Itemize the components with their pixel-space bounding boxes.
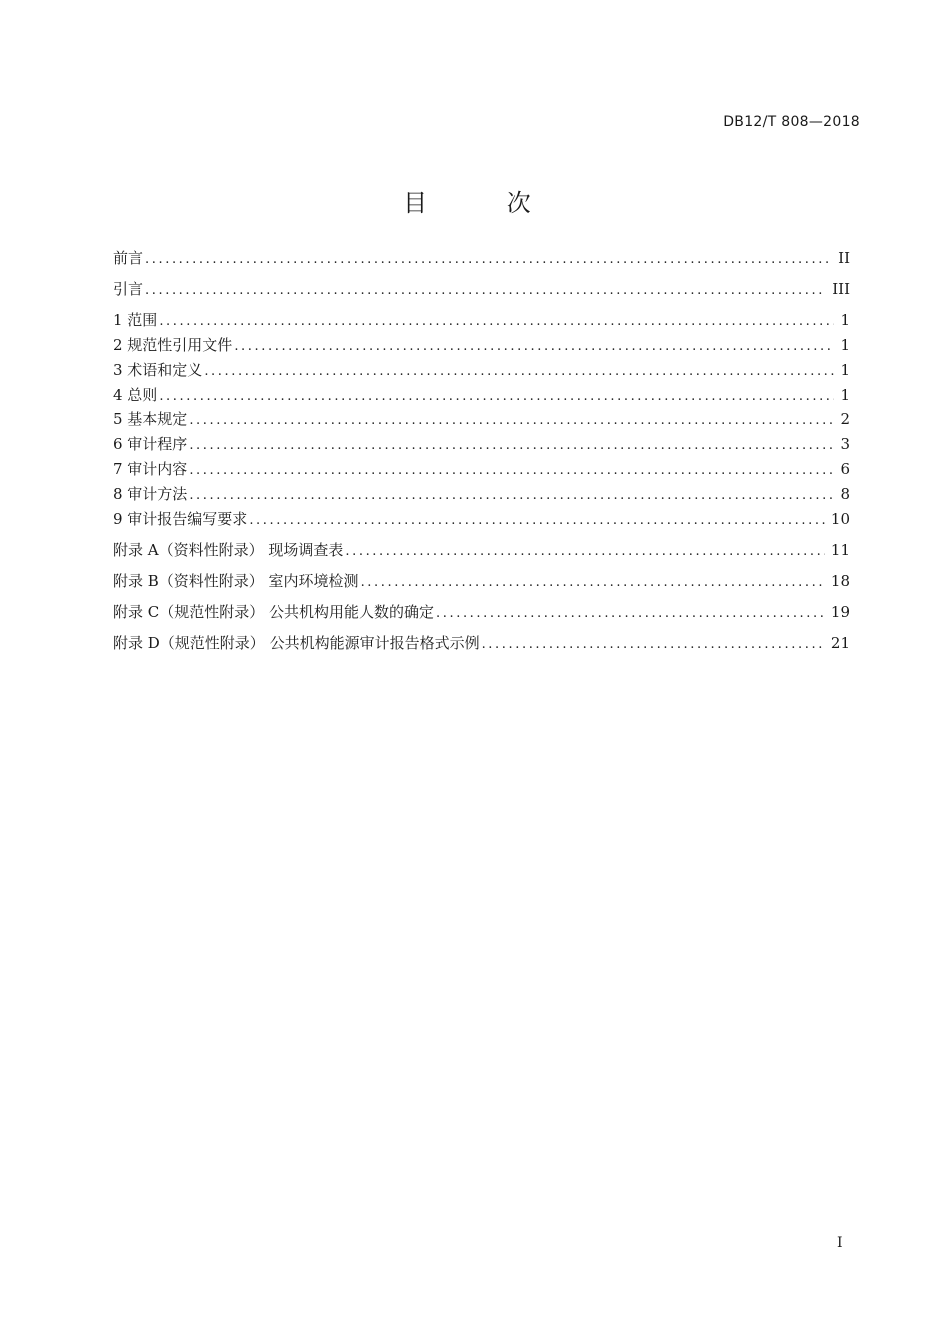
- toc-entry-label: 附录 A（资料性附录） 现场调查表: [113, 541, 344, 559]
- toc-entry-label: 6 审计程序: [113, 435, 188, 453]
- toc-entry-label: 附录 D（规范性附录） 公共机构能源审计报告格式示例: [113, 634, 480, 652]
- toc-entry[interactable]: [113, 384, 850, 406]
- toc-entry-label: 5 基本规定: [113, 410, 188, 428]
- toc-entry-label: 附录 C（规范性附录） 公共机构用能人数的确定: [113, 603, 435, 621]
- dot-leader: [436, 606, 825, 621]
- toc-entry[interactable]: [113, 247, 850, 269]
- toc-entry[interactable]: [113, 601, 850, 623]
- toc-entry[interactable]: [113, 408, 850, 430]
- toc-entry-page: 10: [830, 510, 850, 528]
- dot-leader: [159, 314, 834, 329]
- toc-entry-page: 18: [830, 572, 850, 590]
- toc-entry-page: 2: [840, 410, 850, 428]
- page-title: 目 次: [403, 189, 567, 217]
- toc-entry-page: 1: [840, 311, 850, 329]
- toc-entry-page: 1: [840, 361, 850, 379]
- toc-entry-label: 4 总则: [113, 386, 158, 404]
- dot-leader: [159, 389, 834, 404]
- dot-leader: [361, 575, 825, 590]
- dot-leader: [145, 252, 832, 267]
- toc-entry[interactable]: [113, 570, 850, 592]
- toc-entry[interactable]: [113, 309, 850, 331]
- dot-leader: [234, 339, 834, 354]
- toc-entry[interactable]: [113, 278, 850, 300]
- toc-entry[interactable]: [113, 632, 850, 654]
- toc-entry-label: 8 审计方法: [113, 485, 188, 503]
- toc-entry-page: 8: [840, 485, 850, 503]
- toc-entry[interactable]: [113, 359, 850, 381]
- toc-entry-label: 3 术语和定义: [113, 361, 203, 379]
- toc-entry-page: 1: [840, 336, 850, 354]
- toc-entry-page: 11: [830, 541, 850, 559]
- toc-entry[interactable]: [113, 483, 850, 505]
- toc-entry[interactable]: [113, 539, 850, 561]
- dot-leader: [189, 438, 834, 453]
- dot-leader: [249, 513, 825, 528]
- document-code: DB12/T 808—2018: [723, 114, 860, 130]
- toc-entry[interactable]: [113, 433, 850, 455]
- dot-leader: [189, 488, 834, 503]
- toc-entry-page: II: [838, 249, 850, 267]
- toc-entry-page: 6: [840, 460, 850, 478]
- toc-entry-page: 3: [840, 435, 850, 453]
- toc-entry-label: 7 审计内容: [113, 460, 188, 478]
- toc-entry[interactable]: [113, 458, 850, 480]
- toc-entry-label: 9 审计报告编写要求: [113, 510, 248, 528]
- page-number: I: [837, 1235, 843, 1251]
- dot-leader: [145, 283, 826, 298]
- toc-entry-page: 21: [830, 634, 850, 652]
- toc-entry-page: 19: [830, 603, 850, 621]
- toc-entry[interactable]: [113, 334, 850, 356]
- toc-entry-label: 附录 B（资料性附录） 室内环境检测: [113, 572, 359, 590]
- toc-entry-label: 2 规范性引用文件: [113, 336, 233, 354]
- toc-entry[interactable]: [113, 508, 850, 530]
- toc-entry-page: III: [832, 280, 850, 298]
- toc-entry-label: 引言: [113, 280, 144, 298]
- dot-leader: [482, 637, 825, 652]
- dot-leader: [189, 463, 834, 478]
- toc-entry-page: 1: [840, 386, 850, 404]
- dot-leader: [204, 364, 834, 379]
- dot-leader: [189, 413, 834, 428]
- toc-entry-label: 前言: [113, 249, 144, 267]
- dot-leader: [345, 544, 825, 559]
- toc-entry-label: 1 范围: [113, 311, 158, 329]
